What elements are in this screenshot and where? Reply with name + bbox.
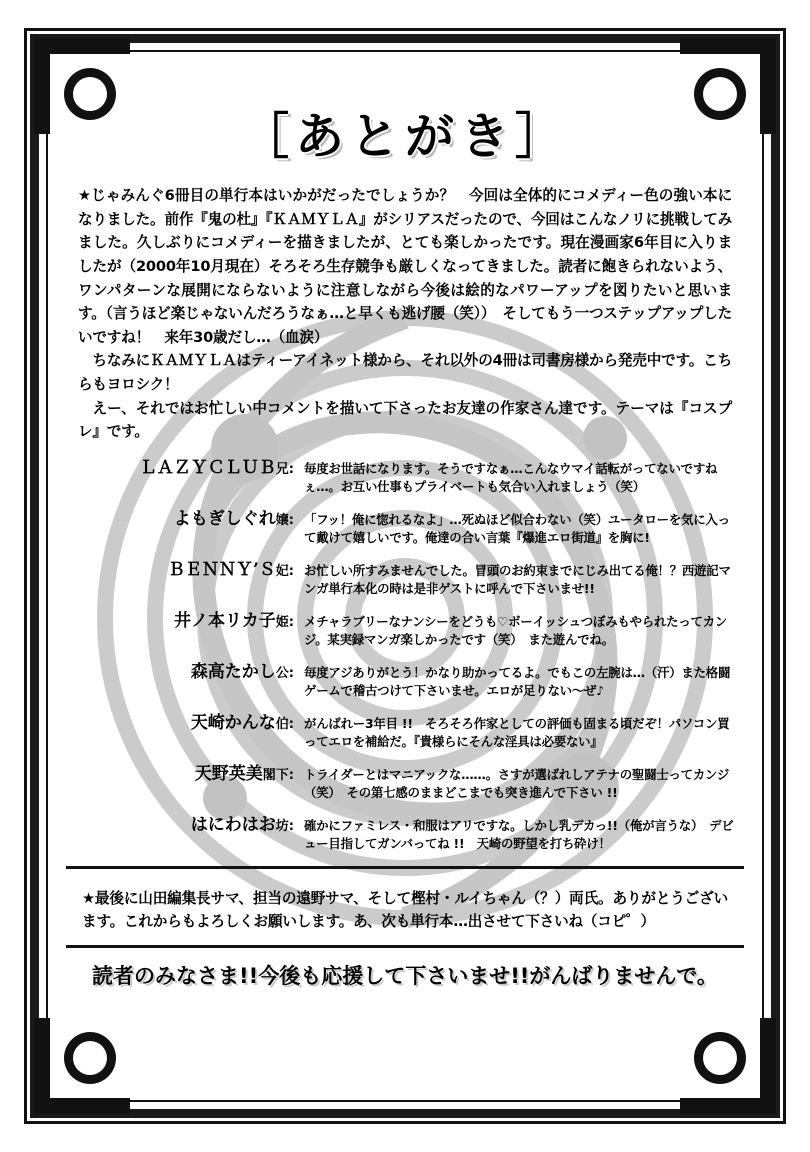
comment-author-name: 天野英美 [194, 763, 263, 784]
intro-paragraph: えー、それではお忙しい中コメントを描いて下さったお友達の作家さん達です。テーマは『コスプレ』です。 [78, 399, 732, 441]
final-message: 読者のみなさま!!今後も応援して下さいませ!!がんばりませんで。 [92, 964, 718, 989]
guest-comments-list [72, 458, 738, 853]
comment-author [72, 560, 304, 581]
intro-text-block [78, 184, 732, 444]
intro-paragraph: ちなみにＫＡＭＹＬＡはティーアイネット様から、それ以外の4冊は司書房様から発売中です。こちらもヨロシク！ [78, 352, 732, 394]
comment-text: 毎度お世話になります。そうですなぁ…こんなウマイ話転がってないですねぇ…。お互い仕事もプライベートも気合い入れましょう（笑） [304, 461, 718, 495]
comment-author [72, 662, 304, 683]
comment-text: 毎度アジありがとう！かなり助かってるよ。でもこの左腕は…（汗）また格闘ゲームで稽古つけて下さいませ。エロが足りない〜ぜ♪ [304, 664, 731, 698]
comment-author-honorific: 公: [275, 665, 294, 681]
comment-author-name: 井ノ本リカ子 [173, 610, 276, 631]
comment-author [72, 713, 304, 734]
list-item [72, 713, 738, 751]
afterword-content [56, 60, 754, 1092]
list-item [72, 764, 738, 802]
section-divider-bottom [66, 945, 744, 948]
comment-author [72, 764, 304, 785]
closing-thanks-text: ★最後に山田編集長サマ、担当の遠野サマ、そして樫村・ルイちゃん（？）両氏。ありがとうございます。これからもよろしくお願いします。あ、次も単行本…出させて下さいね（コピ゜） [82, 889, 728, 931]
list-item [72, 611, 738, 649]
list-item [72, 560, 738, 598]
intro-paragraph: ★じゃみんぐ6冊目の単行本はいかがだったでしょうか？ 今回は全体的にコメディー色の強い本になりました。前作『鬼の杜』『ＫＡＭＹＬＡ』がシリアスだったので、今回はこんなノリに挑戦してみました。久しぶりにコメディーを描きましたが、とても楽しかったです。現在漫画家6年目に入りましたが（2000年10月現在）そろそろ生存競争も厳しくなってきました。読者に飽きられないよう、ワンパターンな展開にならないように注意しながら今後は絵的なパワーアップを図りたいと思います。（言うほど楽じゃないんだろうなぁ…と早くも逃げ腰（笑）） そしてもう一つステップアップしたいですね！ 来年30歳だし…（血涙） [78, 187, 732, 346]
comment-text: 確かにファミレス・和服はアリですな。しかし乳デカっ!!（俺が言うな） デビュー目指してガンバってね !! 天崎の野望を打ち砕け！ [304, 817, 734, 851]
comment-author-honorific: 閣下: [262, 767, 294, 783]
list-item [72, 509, 738, 547]
comment-author-name: はにわはお [190, 814, 276, 835]
comment-author-name: よもぎしぐれ [173, 509, 276, 530]
comment-text: トライダーとはマニアックな……。さすが選ばれしアテナの聖闘士ってカンジ（笑） その第七感のままどこまでも突き進んで下さい !! [304, 766, 730, 800]
comment-author-honorific: 妃: [275, 563, 294, 579]
page-title: ［あとがき］ [239, 108, 570, 165]
comment-author [72, 611, 304, 632]
comment-author [72, 458, 304, 479]
comment-text: がんばれー3年目 !! そろそろ作家としての評価も固まる頃だぞ！パソコン買ってエロを補給だ。『貴様らにそんな淫具は必要ない』 [304, 715, 730, 749]
comment-author-name: ＬＡＺＹＣＬＵＢ [139, 458, 276, 479]
comment-text: メチャラブリーなナンシーをどうも♡ボーイッシュつぼみもやられたってカンジ。某実録マンガ楽しかったです（笑） また遊んでね。 [304, 613, 728, 647]
section-divider-top [66, 866, 744, 869]
comment-author-honorific: 嬢: [275, 513, 294, 529]
comment-author-name: ＢＥＮＮＹ’Ｓ [167, 559, 276, 580]
comment-author-honorific: 兄: [275, 462, 294, 478]
comment-author-name: 天崎かんな [190, 712, 276, 733]
comment-text: お忙しい所すみませんでした。冒頭のお約束までにじみ出てる俺！？西遊記マンガ単行本化の時は是非ゲストに呼んで下さいませ!! [304, 562, 731, 596]
comment-author-honorific: 坊: [275, 818, 294, 834]
comment-author-name: 森高たかし [190, 661, 276, 682]
list-item [72, 662, 738, 700]
list-item [72, 458, 738, 496]
comment-author-honorific: 姫: [275, 614, 294, 630]
comment-author [72, 509, 304, 530]
comment-text: 「フッ！俺に惚れるなよ」…死ぬほど似合わない（笑）ユータローを気に入って戴けて嬉しいです。俺達の合い言葉『爆進エロ街道』を胸に! [304, 512, 730, 545]
comment-author [72, 815, 304, 836]
comment-author-honorific: 伯: [275, 716, 294, 732]
list-item [72, 815, 738, 853]
